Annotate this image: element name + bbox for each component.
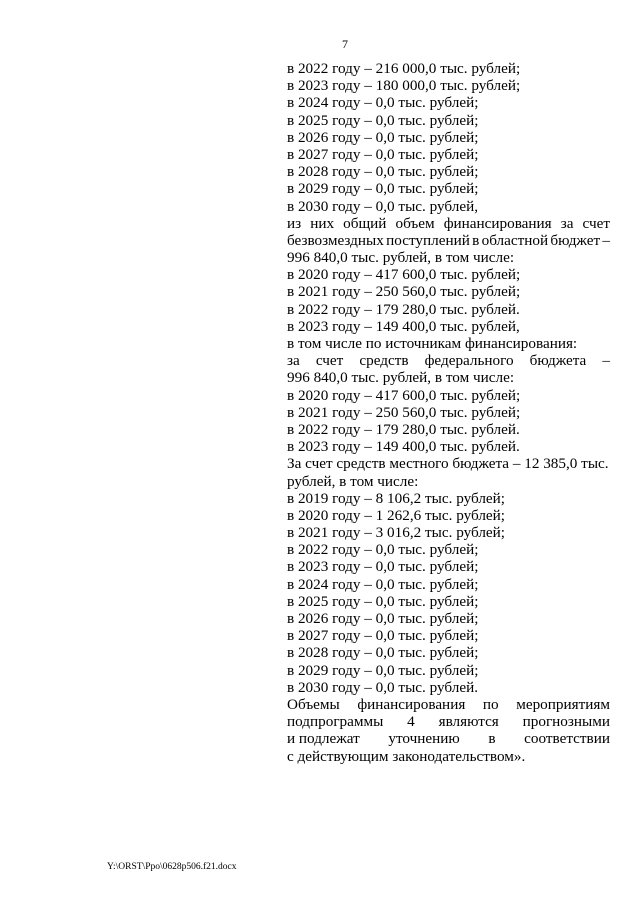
federal-paragraph-line-1 xyxy=(287,352,610,369)
word: в xyxy=(488,730,496,748)
word: объем xyxy=(395,214,435,232)
word: за xyxy=(560,214,574,232)
gratuitous-total-line: 996 840,0 тыс. рублей, в том числе: xyxy=(287,249,515,267)
local-year-line: в 2025 году – 0,0 тыс. рублей; xyxy=(287,592,479,610)
word: бюджета xyxy=(529,352,587,370)
word: счет xyxy=(582,214,610,232)
local-year-line: в 2030 году – 0,0 тыс. рублей. xyxy=(287,678,478,696)
local-year-line: в 2022 году – 0,0 тыс. рублей; xyxy=(287,541,479,559)
local-year-line: в 2020 году – 1 262,6 тыс. рублей; xyxy=(287,506,505,524)
federal-year-line: в 2023 году – 149 400,0 тыс. рублей. xyxy=(287,438,520,456)
local-year-line: в 2023 году – 0,0 тыс. рублей; xyxy=(287,558,479,576)
gratuitous-year-line: в 2021 году – 250 560,0 тыс. рублей; xyxy=(287,283,521,301)
word: финансирования xyxy=(357,695,466,713)
financing-line: в 2026 году – 0,0 тыс. рублей; xyxy=(287,128,479,146)
closing-line-3 xyxy=(287,730,610,747)
local-year-line: в 2028 году – 0,0 тыс. рублей; xyxy=(287,644,479,662)
word: финансирования xyxy=(443,214,552,232)
word: являются xyxy=(438,713,499,731)
financing-line: в 2025 году – 0,0 тыс. рублей; xyxy=(287,111,479,129)
closing-line-1 xyxy=(287,696,610,713)
sources-heading: в том числе по источникам финансирования: xyxy=(287,335,578,352)
local-year-line: в 2027 году – 0,0 тыс. рублей; xyxy=(287,627,479,645)
local-paragraph-line-2: рублей, в том числе: xyxy=(287,472,419,490)
financing-line: в 2027 году – 0,0 тыс. рублей; xyxy=(287,145,479,163)
gratuitous-year-line: в 2022 году – 179 280,0 тыс. рублей. xyxy=(287,300,520,318)
word: средств xyxy=(359,352,409,370)
federal-year-line: в 2021 году – 250 560,0 тыс. рублей; xyxy=(287,403,521,421)
word: за xyxy=(287,352,300,370)
gratuitous-paragraph-line-1 xyxy=(287,215,610,232)
gratuitous-paragraph-line-2 xyxy=(287,232,610,249)
word: 4 xyxy=(407,713,415,731)
financing-line: в 2022 году – 216 000,0 тыс. рублей; xyxy=(287,60,521,77)
closing-line-4: с действующим законодательством». xyxy=(287,747,526,765)
word: соответствии xyxy=(524,730,610,748)
word: и подлежат xyxy=(287,730,360,748)
local-year-line: в 2026 году – 0,0 тыс. рублей; xyxy=(287,610,479,627)
footer-file-path: Y:\ORST\Ppo\0628p506.f21.docx xyxy=(107,862,237,872)
word: областной xyxy=(481,231,549,249)
word: Объемы xyxy=(287,695,340,713)
financing-line: в 2024 году – 0,0 тыс. рублей; xyxy=(287,94,479,112)
word: общий xyxy=(343,214,387,232)
gratuitous-year-line: в 2020 году – 417 600,0 тыс. рублей; xyxy=(287,266,521,284)
word: в xyxy=(472,231,480,249)
financing-line: в 2029 году – 0,0 тыс. рублей; xyxy=(287,180,479,198)
local-year-line: в 2029 году – 0,0 тыс. рублей; xyxy=(287,661,479,679)
closing-line-2 xyxy=(287,713,610,730)
word: прогнозными xyxy=(522,713,610,731)
local-year-line: в 2024 году – 0,0 тыс. рублей; xyxy=(287,575,479,593)
local-paragraph-line-1: За счет средств местного бюджета – 12 385,0 тыс. xyxy=(287,455,609,473)
local-year-line: в 2019 году – 8 106,2 тыс. рублей; xyxy=(287,489,505,507)
word: безвозмездных xyxy=(287,231,384,249)
word: федерального xyxy=(424,352,514,370)
word: мероприятиям xyxy=(516,695,610,713)
federal-year-line: в 2022 году – 179 280,0 тыс. рублей. xyxy=(287,420,520,438)
federal-year-line: в 2020 году – 417 600,0 тыс. рублей; xyxy=(287,386,521,404)
word: поступлений xyxy=(386,231,470,249)
financing-line: в 2028 году – 0,0 тыс. рублей; xyxy=(287,163,479,181)
word: бюджет xyxy=(550,231,601,249)
word: из xyxy=(287,214,302,232)
financing-line: в 2030 году – 0,0 тыс. рублей, xyxy=(287,197,478,215)
gratuitous-year-line: в 2023 году – 149 400,0 тыс. рублей, xyxy=(287,317,520,335)
page-number: 7 xyxy=(342,37,348,51)
financing-line: в 2023 году – 180 000,0 тыс. рублей; xyxy=(287,77,521,95)
word: – xyxy=(602,352,610,370)
federal-total-line: 996 840,0 тыс. рублей, в том числе: xyxy=(287,369,515,387)
word: уточнению xyxy=(388,730,460,748)
financing-text-block xyxy=(287,60,610,765)
word: – xyxy=(602,231,610,249)
word: подпрограммы xyxy=(287,713,384,731)
word: них xyxy=(310,214,335,232)
word: по xyxy=(482,695,499,713)
word: счет xyxy=(315,352,344,370)
local-year-line: в 2021 году – 3 016,2 тыс. рублей; xyxy=(287,524,505,542)
